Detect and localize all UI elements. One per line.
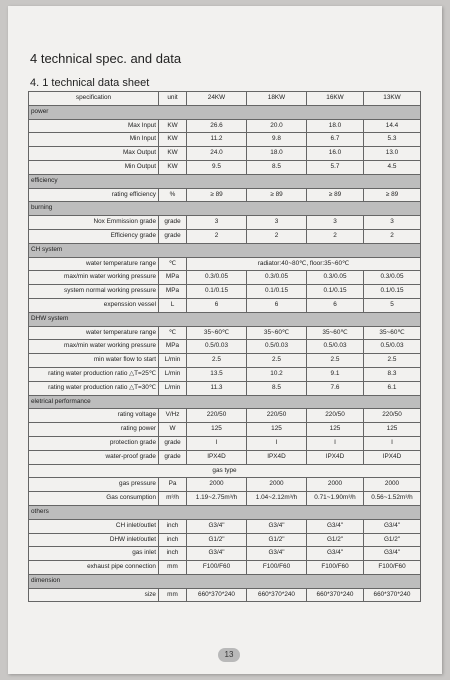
column-header: 16KW <box>307 92 364 106</box>
table-row <box>29 216 421 230</box>
unit-cell: grade <box>159 229 187 243</box>
value-cell: 8.5 <box>247 160 307 174</box>
unit-cell: grade <box>159 450 187 464</box>
value-cell: 18.0 <box>307 119 364 133</box>
spec-label: min water flow to start <box>29 354 159 368</box>
value-cell: 0.5/0.03 <box>364 340 421 354</box>
section-heading: 4 technical spec. and data <box>30 51 182 66</box>
value-cell: 13.0 <box>364 147 421 161</box>
table-row <box>29 119 421 133</box>
value-cell: 0.56~1.52m³/h <box>364 492 421 506</box>
value-cell: 35~60℃ <box>247 326 307 340</box>
value-cell: 5.3 <box>364 133 421 147</box>
value-cell: 0.71~1.90m³/h <box>307 492 364 506</box>
unit-cell: m³/h <box>159 492 187 506</box>
value-cell: G3/4" <box>307 519 364 533</box>
value-cell: 4.5 <box>364 160 421 174</box>
value-cell: 0.3/0.05 <box>247 271 307 285</box>
spec-label: water-proof grade <box>29 450 159 464</box>
value-cell: 0.3/0.05 <box>307 271 364 285</box>
value-cell: 6 <box>307 298 364 312</box>
value-cell: ≥ 89 <box>247 188 307 202</box>
spec-label: Max Output <box>29 147 159 161</box>
value-cell: 0.1/0.15 <box>307 285 364 299</box>
unit-cell: KW <box>159 133 187 147</box>
value-cell: 2 <box>307 229 364 243</box>
spec-label: Min Output <box>29 160 159 174</box>
table-row <box>29 478 421 492</box>
value-cell: I <box>187 436 247 450</box>
section-label: efficiency <box>29 174 421 188</box>
value-cell: 2.5 <box>187 354 247 368</box>
value-cell: F100/F60 <box>364 561 421 575</box>
spec-label: size <box>29 588 159 602</box>
table-row <box>29 147 421 161</box>
spec-label: gas pressure <box>29 478 159 492</box>
section-row <box>29 505 421 519</box>
section-label: others <box>29 505 421 519</box>
value-cell: 9.5 <box>187 160 247 174</box>
value-cell: 2.5 <box>364 354 421 368</box>
spec-label: expenssion vessel <box>29 298 159 312</box>
column-header: specification <box>29 92 159 106</box>
value-cell: F100/F60 <box>247 561 307 575</box>
value-cell: 1.19~2.75m³/h <box>187 492 247 506</box>
unit-cell: L <box>159 298 187 312</box>
table-row <box>29 257 421 271</box>
value-cell: 2.5 <box>307 354 364 368</box>
value-cell: 8.3 <box>364 367 421 381</box>
spec-label: Efficiency grade <box>29 229 159 243</box>
unit-cell: mm <box>159 588 187 602</box>
merged-label: gas type <box>29 464 421 478</box>
value-cell: 16.0 <box>307 147 364 161</box>
unit-cell: W <box>159 423 187 437</box>
value-cell: G1/2" <box>307 533 364 547</box>
merged-row <box>29 464 421 478</box>
value-cell: F100/F60 <box>187 561 247 575</box>
value-cell: 125 <box>364 423 421 437</box>
value-cell: 0.5/0.03 <box>247 340 307 354</box>
value-cell: G3/4" <box>307 547 364 561</box>
spec-label: Gas consumption <box>29 492 159 506</box>
spec-label: gas inlet <box>29 547 159 561</box>
value-cell: G3/4" <box>247 519 307 533</box>
section-row <box>29 243 421 257</box>
value-cell: I <box>364 436 421 450</box>
value-cell: G3/4" <box>364 547 421 561</box>
table-row <box>29 271 421 285</box>
manual-page <box>8 6 442 674</box>
spec-label: rating water production ratio △T=30℃ <box>29 381 159 395</box>
value-cell: ≥ 89 <box>307 188 364 202</box>
section-row <box>29 174 421 188</box>
value-cell: 35~60℃ <box>364 326 421 340</box>
value-cell: 8.5 <box>247 381 307 395</box>
value-cell: G1/2" <box>247 533 307 547</box>
table-row <box>29 326 421 340</box>
table-row <box>29 354 421 368</box>
value-cell: 125 <box>247 423 307 437</box>
unit-cell: % <box>159 188 187 202</box>
spec-label: rating efficiency <box>29 188 159 202</box>
value-cell: 6.7 <box>307 133 364 147</box>
value-cell: 1.04~2.12m³/h <box>247 492 307 506</box>
value-cell: 0.3/0.05 <box>364 271 421 285</box>
unit-cell: MPa <box>159 271 187 285</box>
spec-label: CH inlet/outlet <box>29 519 159 533</box>
value-cell: 660*370*240 <box>364 588 421 602</box>
table-row <box>29 298 421 312</box>
value-cell: 24.0 <box>187 147 247 161</box>
section-row <box>29 105 421 119</box>
value-cell: 125 <box>307 423 364 437</box>
value-cell: 220/50 <box>187 409 247 423</box>
value-cell: 3 <box>247 216 307 230</box>
value-cell: 9.8 <box>247 133 307 147</box>
table-row <box>29 547 421 561</box>
subsection-heading: 4. 1 technical data sheet <box>30 77 150 89</box>
value-cell: 10.2 <box>247 367 307 381</box>
value-cell: G3/4" <box>364 519 421 533</box>
unit-cell: L/min <box>159 354 187 368</box>
value-cell: 660*370*240 <box>247 588 307 602</box>
value-cell: 0.5/0.03 <box>307 340 364 354</box>
section-row <box>29 395 421 409</box>
table-row <box>29 450 421 464</box>
unit-cell: grade <box>159 436 187 450</box>
value-cell: 0.1/0.15 <box>187 285 247 299</box>
value-cell: 2000 <box>187 478 247 492</box>
column-header: 13KW <box>364 92 421 106</box>
value-cell: 7.6 <box>307 381 364 395</box>
spec-label: water temperature range <box>29 326 159 340</box>
spec-label: system normal working pressure <box>29 285 159 299</box>
spec-label: max/min water working pressure <box>29 271 159 285</box>
value-cell: ≥ 89 <box>364 188 421 202</box>
value-cell: G3/4" <box>247 547 307 561</box>
value-cell: 2.5 <box>247 354 307 368</box>
table-row <box>29 133 421 147</box>
value-cell: 3 <box>187 216 247 230</box>
table-row <box>29 423 421 437</box>
value-cell: 11.2 <box>187 133 247 147</box>
value-cell: IPX4D <box>247 450 307 464</box>
value-cell: G3/4" <box>187 547 247 561</box>
value-cell: 14.4 <box>364 119 421 133</box>
value-cell: radiator:40~80℃, floor:35~60℃ <box>187 257 421 271</box>
table-row <box>29 492 421 506</box>
section-label: power <box>29 105 421 119</box>
value-cell: 6.1 <box>364 381 421 395</box>
value-cell: IPX4D <box>364 450 421 464</box>
column-header: 24KW <box>187 92 247 106</box>
value-cell: 18.0 <box>247 147 307 161</box>
value-cell: 2000 <box>307 478 364 492</box>
value-cell: 220/50 <box>364 409 421 423</box>
value-cell: 6 <box>247 298 307 312</box>
value-cell: 0.1/0.15 <box>247 285 307 299</box>
unit-cell: ℃ <box>159 257 187 271</box>
value-cell: 2000 <box>364 478 421 492</box>
value-cell: 35~60℃ <box>187 326 247 340</box>
value-cell: 3 <box>307 216 364 230</box>
unit-cell: inch <box>159 533 187 547</box>
spec-label: exhaust pipe connection <box>29 561 159 575</box>
value-cell: G1/2" <box>187 533 247 547</box>
value-cell: 125 <box>187 423 247 437</box>
value-cell: I <box>247 436 307 450</box>
table-row <box>29 285 421 299</box>
value-cell: 35~60℃ <box>307 326 364 340</box>
column-header: unit <box>159 92 187 106</box>
table-row <box>29 340 421 354</box>
spec-label: water temperature range <box>29 257 159 271</box>
value-cell: G1/2" <box>364 533 421 547</box>
unit-cell: KW <box>159 147 187 161</box>
table-row <box>29 436 421 450</box>
value-cell: G3/4" <box>187 519 247 533</box>
value-cell: 9.1 <box>307 367 364 381</box>
section-row <box>29 202 421 216</box>
value-cell: 2 <box>247 229 307 243</box>
value-cell: 2 <box>187 229 247 243</box>
value-cell: 5.7 <box>307 160 364 174</box>
technical-data-table <box>28 91 421 602</box>
section-row <box>29 574 421 588</box>
spec-label: max/min water working pressure <box>29 340 159 354</box>
spec-label: rating water production ratio △T=25℃ <box>29 367 159 381</box>
unit-cell: L/min <box>159 367 187 381</box>
unit-cell: KW <box>159 160 187 174</box>
unit-cell: V/Hz <box>159 409 187 423</box>
value-cell: 220/50 <box>307 409 364 423</box>
unit-cell: mm <box>159 561 187 575</box>
table-row <box>29 188 421 202</box>
value-cell: 11.3 <box>187 381 247 395</box>
unit-cell: ℃ <box>159 326 187 340</box>
unit-cell: Pa <box>159 478 187 492</box>
spec-label: Min Input <box>29 133 159 147</box>
value-cell: IPX4D <box>187 450 247 464</box>
value-cell: IPX4D <box>307 450 364 464</box>
value-cell: 5 <box>364 298 421 312</box>
unit-cell: grade <box>159 216 187 230</box>
value-cell: ≥ 89 <box>187 188 247 202</box>
value-cell: 220/50 <box>247 409 307 423</box>
unit-cell: inch <box>159 547 187 561</box>
spec-label: Max Input <box>29 119 159 133</box>
spec-label: rating voltage <box>29 409 159 423</box>
value-cell: 2000 <box>247 478 307 492</box>
value-cell: 2 <box>364 229 421 243</box>
table-row <box>29 533 421 547</box>
spec-label: protection grade <box>29 436 159 450</box>
value-cell: F100/F60 <box>307 561 364 575</box>
spec-label: DHW inlet/outlet <box>29 533 159 547</box>
table-row <box>29 519 421 533</box>
table-row <box>29 229 421 243</box>
table-row <box>29 561 421 575</box>
table-row <box>29 160 421 174</box>
section-label: eletrical performance <box>29 395 421 409</box>
spec-label: rating power <box>29 423 159 437</box>
section-label: CH system <box>29 243 421 257</box>
section-row <box>29 312 421 326</box>
value-cell: 20.0 <box>247 119 307 133</box>
value-cell: 13.5 <box>187 367 247 381</box>
section-label: DHW system <box>29 312 421 326</box>
page-number: 13 <box>218 648 240 662</box>
value-cell: 0.5/0.03 <box>187 340 247 354</box>
value-cell: 660*370*240 <box>187 588 247 602</box>
table-header-row <box>29 92 421 106</box>
unit-cell: L/min <box>159 381 187 395</box>
section-label: burning <box>29 202 421 216</box>
value-cell: 0.1/0.15 <box>364 285 421 299</box>
value-cell: I <box>307 436 364 450</box>
table-row <box>29 588 421 602</box>
unit-cell: MPa <box>159 340 187 354</box>
unit-cell: inch <box>159 519 187 533</box>
value-cell: 660*370*240 <box>307 588 364 602</box>
unit-cell: MPa <box>159 285 187 299</box>
spec-label: Nox Emmission grade <box>29 216 159 230</box>
table-row <box>29 409 421 423</box>
value-cell: 6 <box>187 298 247 312</box>
value-cell: 3 <box>364 216 421 230</box>
value-cell: 0.3/0.05 <box>187 271 247 285</box>
table-row <box>29 381 421 395</box>
section-label: dimension <box>29 574 421 588</box>
value-cell: 26.6 <box>187 119 247 133</box>
table-row <box>29 367 421 381</box>
column-header: 18KW <box>247 92 307 106</box>
unit-cell: KW <box>159 119 187 133</box>
